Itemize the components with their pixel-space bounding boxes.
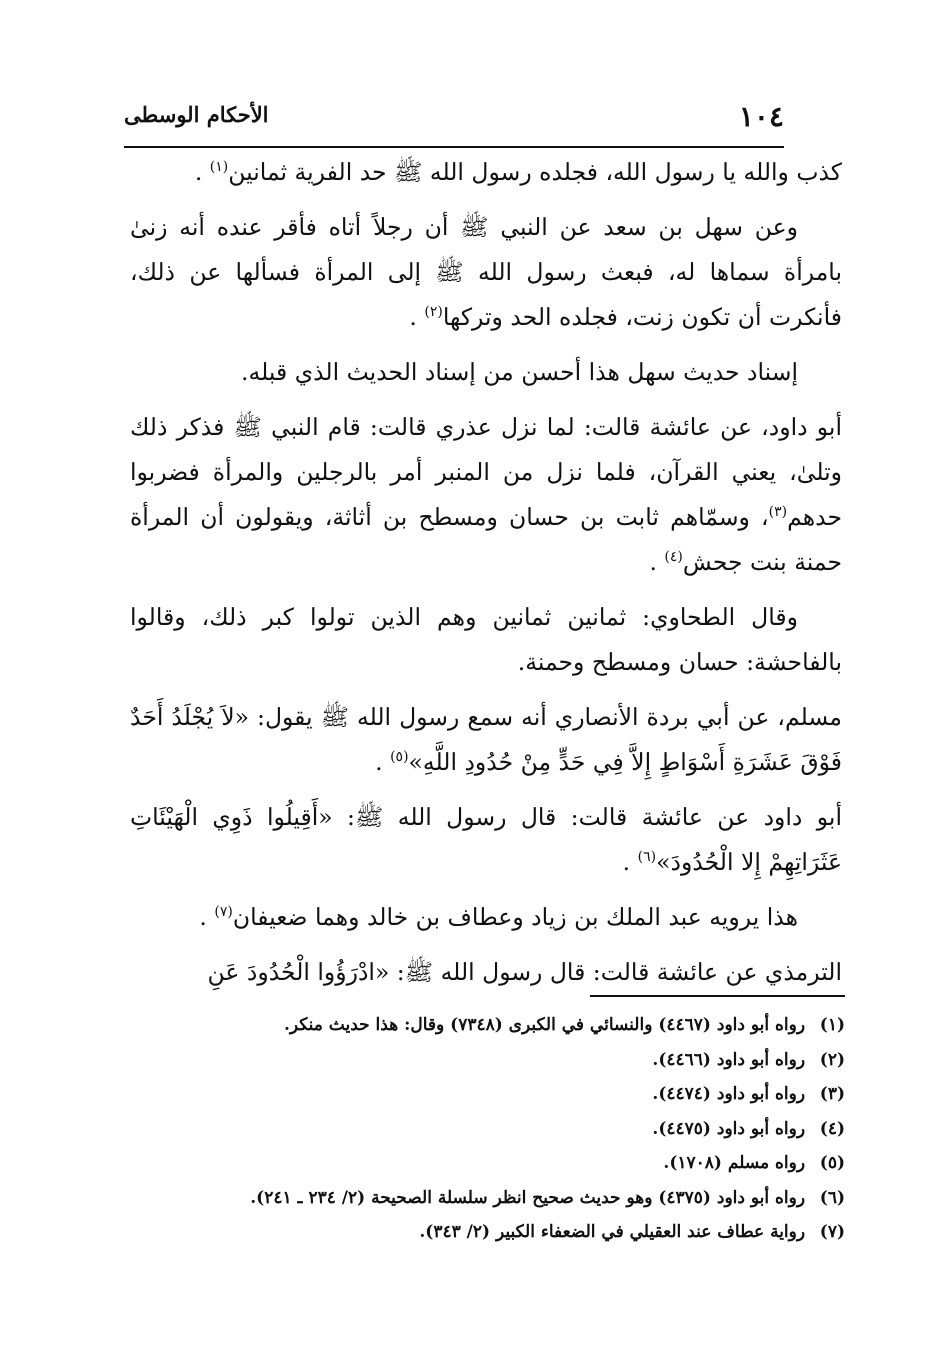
footnote-number: (٧) [819,1222,845,1242]
footnote-item [130,1181,845,1216]
footnote-text: رواه أبو داود (٤٤٧٤). [652,1084,806,1104]
paragraph-text: كذب والله يا رسول الله، فجلده رسول الله ﷺ حد الفرية ثمانين [228,158,842,186]
footnote-text: رواه أبو داود (٤٤٦٦). [652,1049,806,1070]
footnote-text: رواه أبو داود (٤٤٦٧) والنسائي في الكبرى (٧٣٤٨) وقال: هذا حديث منكر. [283,1015,806,1035]
main-text [130,150,842,1005]
footnote-divider [590,995,845,997]
paragraph-text: أبو داود، عن عائشة قالت: لما نزل عذري قالت: قام النبي ﷺ فذكر ذلك وتلىٰ، يعني القرآن، فلما نزل من المنبر أمر بالرجلين والمرأة فضربوا حدهم [130,413,842,531]
page-header [124,100,784,140]
paragraph-7 [130,795,842,885]
footnote-ref[interactable]: (٦) [637,849,657,866]
paragraph-3 [130,350,842,395]
paragraph-text: مسلم، عن أبي بردة الأنصاري أنه سمع رسول الله ﷺ يقول: «لاَ يُجْلَدُ أَحَدٌ فَوْقَ عَشَرَةِ أَسْوَاطٍ إِلاَّ فِي حَدٍّ مِنْ حُدُودِ اللَّهِ» [130,703,842,776]
paragraph-text: ، وسمّاهم ثابت بن حسان ومسطح بن أثاثة، ويقولون أن المرأة حمنة بنت جحش [130,503,842,576]
footnote-text: رواه مسلم (١٧٠٨). [663,1153,806,1173]
footnote-item [130,1043,845,1078]
footnotes [130,1008,845,1250]
paragraph-8 [130,895,842,940]
footnote-number: (١) [819,1015,845,1035]
paragraph-9 [130,950,842,995]
footnote-item [130,1112,845,1147]
footnote-item [130,1215,845,1250]
footnote-ref[interactable]: (٧) [214,904,233,921]
paragraph-text: هذا يرويه عبد الملك بن زياد وعطاف بن خالد وهما ضعيفان [232,903,798,931]
paragraph-2 [130,205,842,340]
footnote-number: (٥) [819,1153,845,1173]
footnote-ref[interactable]: (٤) [664,549,683,566]
paragraph-4 [130,405,842,585]
paragraph-end: . [375,748,383,776]
paragraph-end: . [622,848,631,876]
paragraph-text: إسناد حديث سهل هذا أحسن من إسناد الحديث الذي قبله. [241,358,798,386]
footnote-item [130,1146,845,1181]
paragraph-text: الترمذي عن عائشة قالت: قال رسول الله ﷺ: «ادْرَؤُوا الْحُدُودَ عَنِ [207,958,842,986]
paragraph-end: . [194,158,203,186]
footnote-number: (٦) [819,1187,845,1208]
paragraph-text: أبو داود عن عائشة قالت: قال رسول الله ﷺ: «أَقِيلُوا ذَوِي الْهَيْئَاتِ عَثَرَاتِهِمْ إِلا الْحُدُودَ» [130,803,842,876]
running-title: الأحكام الوسطى [124,102,269,127]
page-number: ١٠٤ [738,100,784,133]
header-divider [124,146,784,148]
paragraph-6 [130,695,842,785]
paragraph-end: . [409,303,417,331]
paragraph-5 [130,595,842,685]
footnote-item [130,1008,845,1043]
footnote-number: (٣) [819,1084,845,1104]
footnote-ref[interactable]: (٢) [424,304,443,321]
footnote-item [130,1077,845,1112]
footnote-ref[interactable]: (٥) [390,749,409,766]
paragraph-end: . [649,548,657,576]
paragraph-text: وعن سهل بن سعد عن النبي ﷺ أن رجلاً أتاه فأقر عنده أنه زنیٰ بامرأة سماها له، فبعث رسول الله ﷺ إلى المرأة فسألها عن ذلك، فأنكرت أن تكون زنت، فجلده الحد وتركها [130,213,842,331]
footnote-text: رواية عطاف عند العقيلي في الضعفاء الكبير (٢/ ٣٤٣). [419,1222,806,1242]
footnote-ref[interactable]: (٣) [768,504,788,521]
paragraph-1 [130,150,842,195]
footnote-text: رواه أبو داود (٤٤٧٥). [652,1118,806,1139]
footnote-number: (٢) [819,1049,845,1070]
paragraph-end: . [199,903,207,931]
footnote-text: رواه أبو داود (٤٣٧٥) وهو حديث صحيح انظر سلسلة الصحيحة (٢/ ٢٣٤ ـ ٢٤١). [250,1187,806,1208]
footnote-ref[interactable]: (١) [209,159,229,176]
footnote-number: (٤) [819,1118,845,1139]
paragraph-text: وقال الطحاوي: ثمانين ثمانين وهم الذين تولوا كبر ذلك، وقالوا بالفاحشة: حسان ومسطح وحمنة. [130,603,842,676]
